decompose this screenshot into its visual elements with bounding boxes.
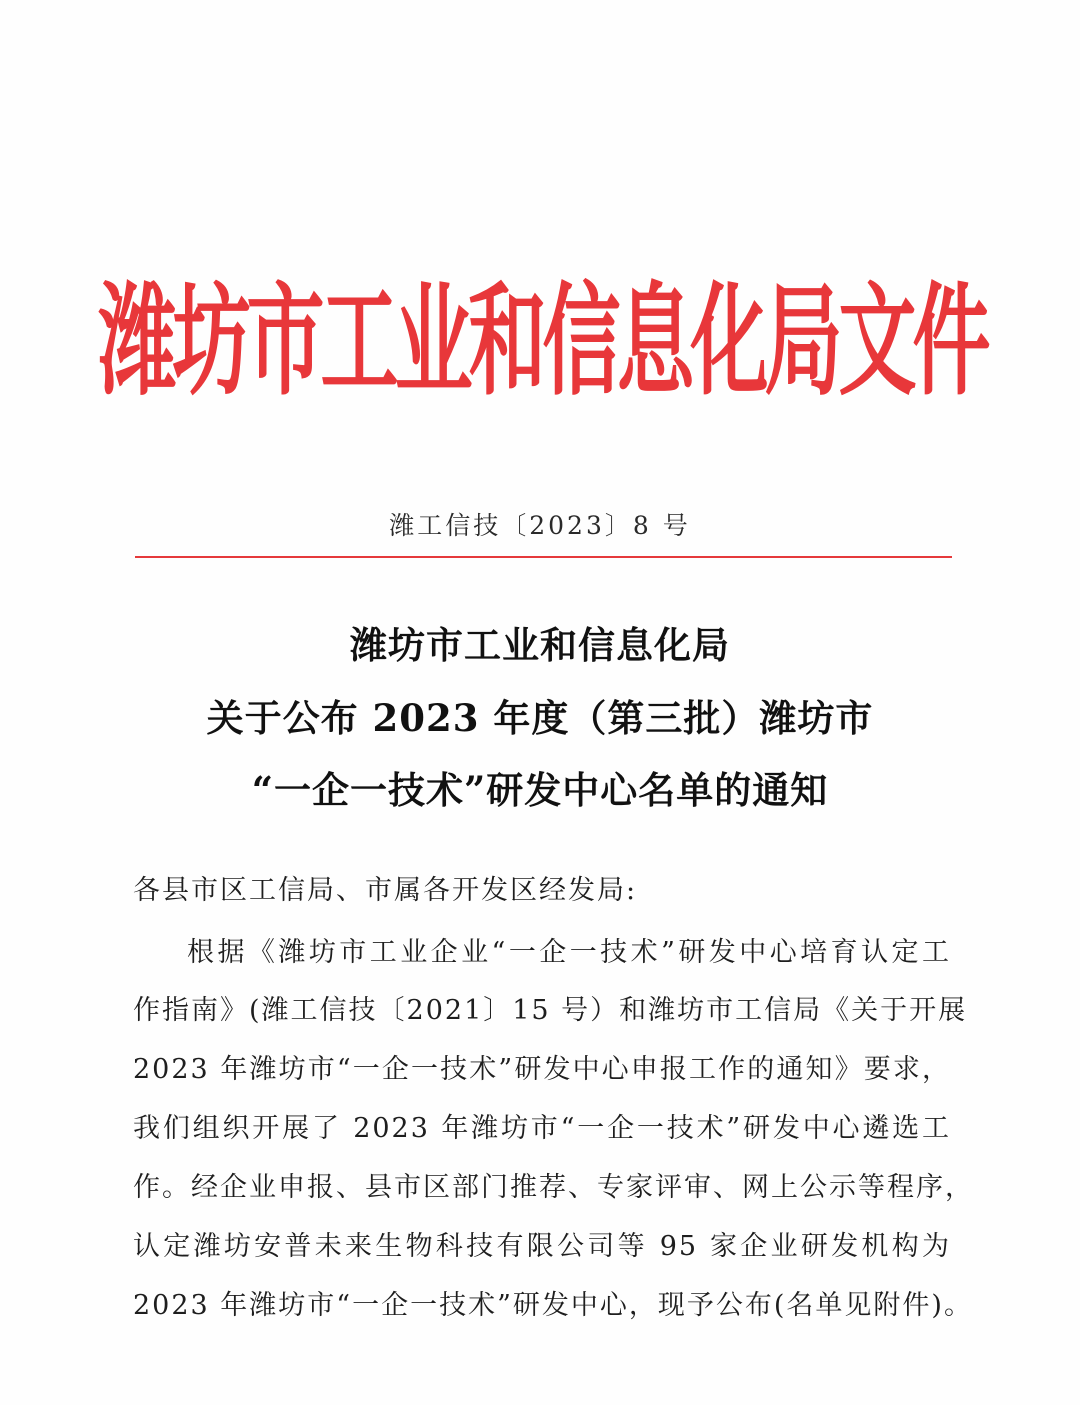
body-line: 2023 年潍坊市“一企一技术”研发中心申报工作的通知》要求，	[133, 1054, 951, 1085]
body-line: 2023 年潍坊市“一企一技术”研发中心，现予公布(名单见附件)。	[133, 1290, 973, 1321]
red-divider-line	[135, 556, 952, 558]
document-number: 潍工信技〔2023〕8 号	[389, 511, 691, 540]
notice-title-line-3: “一企一技术”研发中心名单的通知	[251, 768, 829, 812]
body-line: 作指南》(潍工信技〔2021〕15 号）和潍坊市工信局《关于开展	[133, 995, 968, 1026]
body-line: 作。经企业申报、县市区部门推荐、专家评审、网上公示等程序，	[133, 1172, 974, 1203]
body-line: 根据《潍坊市工业企业“一企一技术”研发中心培育认定工	[187, 937, 951, 968]
salutation: 各县市区工信局、市属各开发区经发局:	[133, 875, 638, 906]
notice-title-line-2: 关于公布 2023 年度（第三批）潍坊市	[206, 696, 874, 740]
notice-title-line-1: 潍坊市工业和信息化局	[350, 623, 730, 667]
masthead-title: 潍坊市工业和信息化局文件	[98, 273, 987, 413]
body-line: 认定潍坊安普未来生物科技有限公司等 95 家企业研发机构为	[133, 1231, 951, 1262]
body-line: 我们组织开展了 2023 年潍坊市“一企一技术”研发中心遴选工	[133, 1113, 951, 1144]
